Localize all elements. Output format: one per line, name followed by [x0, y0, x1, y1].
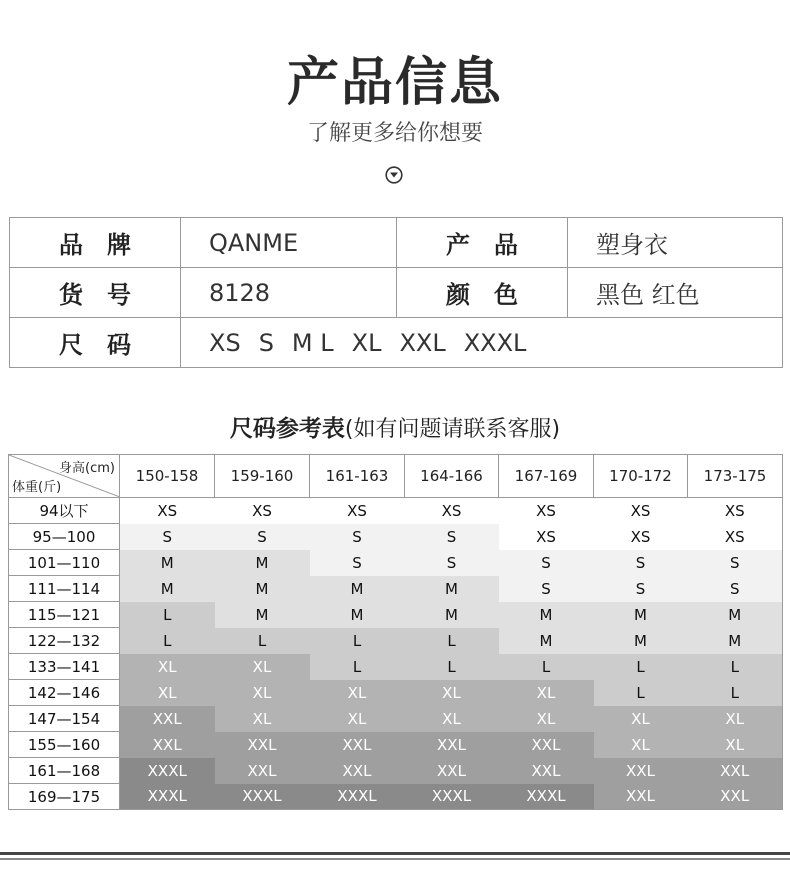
- size-chart-row: [9, 732, 783, 758]
- product-label: 产品: [397, 218, 568, 268]
- size-cell: S: [310, 550, 405, 576]
- size-chart-header-row: [9, 455, 783, 498]
- size-cell: XL: [688, 732, 783, 758]
- size-label: 尺码: [10, 318, 181, 368]
- weight-label: 94以下: [9, 498, 120, 524]
- size-values: [181, 318, 783, 368]
- size-option: M L: [291, 328, 334, 357]
- size-cell: L: [688, 680, 783, 706]
- size-cell: L: [310, 628, 405, 654]
- size-cell: XS: [594, 524, 688, 550]
- weight-label: 115—121: [9, 602, 120, 628]
- size-cell: L: [594, 654, 688, 680]
- size-cell: XXL: [215, 758, 310, 784]
- size-cell: XXL: [310, 758, 405, 784]
- size-cell: M: [499, 602, 594, 628]
- size-chart-table: [8, 454, 783, 810]
- size-cell: M: [499, 628, 594, 654]
- size-cell: XXXL: [120, 784, 215, 810]
- size-cell: XXL: [120, 706, 215, 732]
- size-cell: XL: [215, 654, 310, 680]
- size-cell: XS: [688, 524, 783, 550]
- height-header: 173-175: [688, 455, 783, 498]
- size-chart-row: [9, 550, 783, 576]
- size-cell: M: [688, 602, 783, 628]
- chevron-down-circle-icon: [385, 166, 403, 184]
- product-info-table: [9, 217, 783, 368]
- size-chart-row: [9, 706, 783, 732]
- size-cell: L: [120, 602, 215, 628]
- size-cell: XXL: [215, 732, 310, 758]
- height-header: 150-158: [120, 455, 215, 498]
- height-header: 170-172: [594, 455, 688, 498]
- size-cell: XXL: [499, 758, 594, 784]
- size-cell: XXL: [688, 758, 783, 784]
- size-cell: XXXL: [310, 784, 405, 810]
- size-cell: XS: [120, 498, 215, 524]
- size-cell: XS: [499, 498, 594, 524]
- size-cell: M: [310, 576, 405, 602]
- weight-label: 101—110: [9, 550, 120, 576]
- size-cell: M: [405, 576, 499, 602]
- size-cell: XL: [215, 706, 310, 732]
- size-cell: L: [215, 628, 310, 654]
- size-cell: L: [120, 628, 215, 654]
- size-chart-title-main: 尺码参考表: [229, 416, 345, 442]
- size-cell: L: [310, 654, 405, 680]
- size-chart-row: [9, 602, 783, 628]
- size-cell: L: [405, 654, 499, 680]
- size-cell: XL: [310, 680, 405, 706]
- size-cell: M: [215, 550, 310, 576]
- product-value: 塑身衣: [568, 218, 783, 268]
- size-cell: M: [215, 576, 310, 602]
- size-chart-row: [9, 758, 783, 784]
- size-cell: XXL: [688, 784, 783, 810]
- size-cell: XXL: [405, 758, 499, 784]
- size-cell: S: [310, 524, 405, 550]
- size-cell: S: [688, 576, 783, 602]
- size-chart-row: [9, 654, 783, 680]
- height-axis-label: 身高(cm): [59, 461, 115, 476]
- size-cell: M: [120, 550, 215, 576]
- color-value: 黑色 红色: [568, 268, 783, 318]
- color-label: 颜色: [397, 268, 568, 318]
- size-cell: M: [215, 602, 310, 628]
- size-chart-row: [9, 628, 783, 654]
- info-row: [10, 318, 783, 368]
- size-chart-note: (如有问题请联系客服): [344, 417, 561, 442]
- brand-value: QANME: [181, 218, 397, 268]
- size-cell: XL: [499, 680, 594, 706]
- size-cell: S: [120, 524, 215, 550]
- size-cell: L: [405, 628, 499, 654]
- size-cell: M: [120, 576, 215, 602]
- size-chart-row: [9, 784, 783, 810]
- size-cell: L: [594, 680, 688, 706]
- size-cell: L: [688, 654, 783, 680]
- size-cell: XL: [310, 706, 405, 732]
- weight-label: 169—175: [9, 784, 120, 810]
- size-option: XS: [209, 328, 241, 357]
- size-cell: XL: [405, 706, 499, 732]
- size-cell: S: [594, 576, 688, 602]
- size-cell: XS: [310, 498, 405, 524]
- size-chart-corner: [9, 455, 120, 498]
- size-cell: S: [215, 524, 310, 550]
- size-cell: XXXL: [405, 784, 499, 810]
- weight-label: 147—154: [9, 706, 120, 732]
- size-chart-row: [9, 524, 783, 550]
- weight-label: 111—114: [9, 576, 120, 602]
- size-cell: L: [499, 654, 594, 680]
- size-cell: S: [499, 550, 594, 576]
- info-row: [10, 218, 783, 268]
- size-cell: XS: [215, 498, 310, 524]
- weight-label: 122—132: [9, 628, 120, 654]
- size-cell: S: [688, 550, 783, 576]
- size-cell: XL: [594, 706, 688, 732]
- size-cell: M: [594, 628, 688, 654]
- size-cell: S: [405, 550, 499, 576]
- size-cell: XXL: [499, 732, 594, 758]
- weight-label: 142—146: [9, 680, 120, 706]
- height-header: 167-169: [499, 455, 594, 498]
- size-cell: M: [594, 602, 688, 628]
- item-no-label: 货号: [10, 268, 181, 318]
- size-chart-row: [9, 680, 783, 706]
- size-cell: XXL: [310, 732, 405, 758]
- size-option: XXL: [399, 328, 446, 357]
- size-cell: XXL: [120, 732, 215, 758]
- brand-label: 品牌: [10, 218, 181, 268]
- height-header: 159-160: [215, 455, 310, 498]
- height-header: 161-163: [310, 455, 405, 498]
- size-chart-title: [0, 410, 790, 443]
- size-cell: XL: [215, 680, 310, 706]
- size-cell: S: [499, 576, 594, 602]
- weight-label: 155—160: [9, 732, 120, 758]
- bottom-divider-thin: [0, 858, 790, 860]
- weight-label: 161—168: [9, 758, 120, 784]
- size-cell: XL: [120, 680, 215, 706]
- size-cell: XXL: [594, 784, 688, 810]
- size-cell: XS: [405, 498, 499, 524]
- size-cell: XXXL: [499, 784, 594, 810]
- size-cell: XL: [499, 706, 594, 732]
- info-row: [10, 268, 783, 318]
- weight-label: 95—100: [9, 524, 120, 550]
- size-cell: XS: [499, 524, 594, 550]
- size-option: XL: [351, 328, 382, 357]
- height-header: 164-166: [405, 455, 499, 498]
- size-cell: M: [405, 602, 499, 628]
- size-option: XXXL: [463, 328, 527, 357]
- bottom-divider: [0, 852, 790, 855]
- page-subtitle: 了解更多给你想要: [306, 121, 483, 146]
- size-chart-row: [9, 576, 783, 602]
- weight-label: 133—141: [9, 654, 120, 680]
- size-cell: XL: [405, 680, 499, 706]
- size-cell: XXXL: [215, 784, 310, 810]
- size-cell: XXXL: [120, 758, 215, 784]
- size-cell: S: [594, 550, 688, 576]
- size-cell: XS: [594, 498, 688, 524]
- size-cell: XL: [120, 654, 215, 680]
- size-chart-row: [9, 498, 783, 524]
- size-cell: XL: [688, 706, 783, 732]
- size-cell: XS: [688, 498, 783, 524]
- item-no-value: 8128: [181, 268, 397, 318]
- size-option: S: [258, 328, 274, 357]
- size-cell: S: [405, 524, 499, 550]
- weight-axis-label: 体重(斤): [12, 480, 62, 495]
- page-title: 产品信息: [286, 53, 503, 113]
- size-cell: XL: [594, 732, 688, 758]
- size-cell: M: [310, 602, 405, 628]
- size-cell: XXL: [405, 732, 499, 758]
- size-cell: M: [688, 628, 783, 654]
- size-cell: XXL: [594, 758, 688, 784]
